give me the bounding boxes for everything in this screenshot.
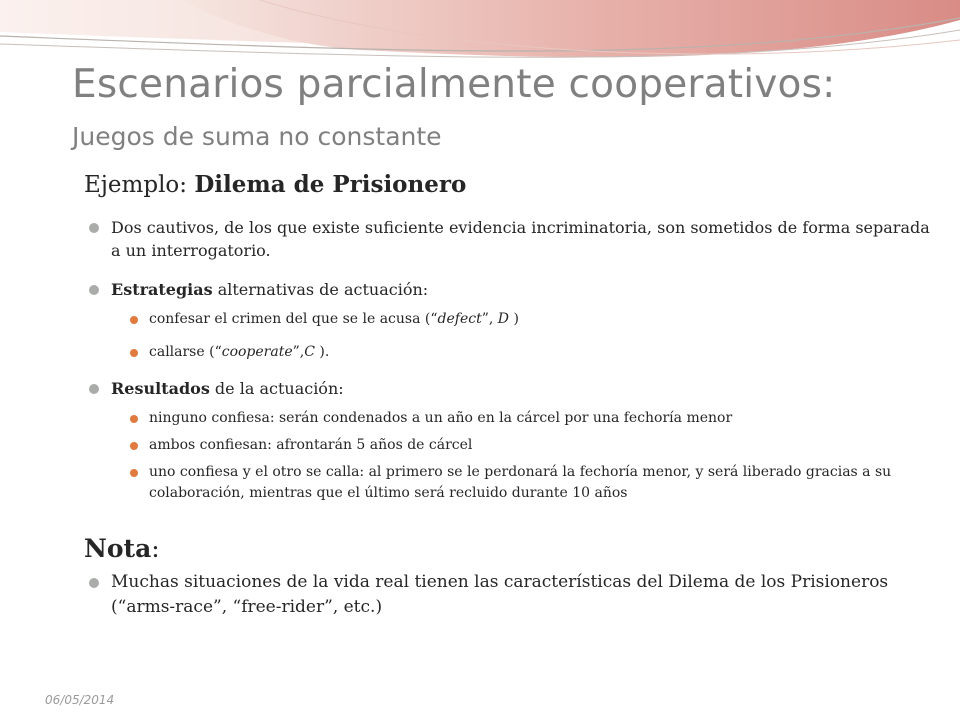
- example-heading: [84, 170, 934, 200]
- slide-content: [84, 170, 934, 620]
- note-list: [84, 570, 934, 620]
- bullet-dot-icon: [130, 349, 138, 357]
- list-item-intro: [111, 216, 934, 262]
- list-item-strategy-cooperate: [149, 342, 934, 363]
- strategy-cooperate-term: cooperate: [221, 344, 293, 360]
- list-item-results: [111, 377, 934, 400]
- list-item-result-none: [149, 408, 934, 429]
- slide-subtitle: Juegos de suma no constante: [72, 122, 442, 151]
- slide-date: 06/05/2014: [45, 693, 115, 707]
- list-item-result-both: [149, 435, 934, 456]
- note-label: Nota: [84, 534, 152, 563]
- results-list: [84, 377, 934, 400]
- result-one-text: uno confiesa y el otro se calla: al primero se le perdonará la fechoría menor, y será liberado gracias a su colaboración, mientras que el último será recluido durante 10 años: [149, 464, 892, 501]
- strategy-defect-close: ): [509, 311, 519, 327]
- note-text: Muchas situaciones de la vida real tienen las características del Dilema de los Prisioneros (“arms-race”, “free-rider”, etc.): [111, 572, 889, 617]
- results-sublist: [84, 408, 934, 504]
- intro-text: Dos cautivos, de los que existe suficiente evidencia incriminatoria, son sometidos de forma separada a un interrogatorio.: [111, 218, 930, 260]
- strategy-cooperate-symbol: C: [304, 344, 315, 360]
- results-text: de la actuación:: [209, 379, 344, 398]
- strategy-cooperate-text: callarse (“: [149, 344, 222, 360]
- results-label: Resultados: [111, 379, 210, 398]
- bullet-dot-icon: [130, 415, 138, 423]
- list-item-note: [111, 570, 934, 620]
- strategies-sublist: [84, 309, 934, 363]
- example-title: Dilema de Prisionero: [194, 171, 467, 198]
- bullet-dot-icon: [130, 442, 138, 450]
- strategy-defect-symbol: D: [497, 311, 509, 327]
- bullet-dot-icon: [130, 316, 138, 324]
- strategy-defect-sep: ”,: [481, 311, 498, 327]
- strategy-cooperate-close: ).: [314, 344, 330, 360]
- main-bullet-list: [84, 216, 934, 301]
- strategy-defect-text: confesar el crimen del que se le acusa (“: [149, 311, 438, 327]
- list-item-strategy-defect: [149, 309, 934, 330]
- bullet-dot-icon: [130, 469, 138, 477]
- strategies-label: Estrategias: [111, 280, 213, 299]
- bullet-dot-icon: [89, 223, 99, 233]
- example-prefix: Ejemplo:: [84, 172, 195, 198]
- bullet-dot-icon: [89, 285, 99, 295]
- slide-title: Escenarios parcialmente cooperativos:: [72, 62, 836, 107]
- list-item-result-one: [149, 462, 934, 504]
- bullet-dot-icon: [89, 578, 99, 588]
- strategies-text: alternativas de actuación:: [212, 280, 429, 299]
- bullet-dot-icon: [89, 384, 99, 394]
- result-none-text: ninguno confiesa: serán condenados a un año en la cárcel por una fechoría menor: [149, 410, 733, 426]
- strategy-defect-term: defect: [437, 311, 482, 327]
- note-heading: [84, 534, 934, 564]
- strategy-cooperate-sep: ”,: [292, 344, 305, 360]
- result-both-text: ambos confiesan: afrontarán 5 años de cárcel: [149, 437, 473, 453]
- note-colon: :: [151, 534, 160, 563]
- list-item-strategies: [111, 278, 934, 301]
